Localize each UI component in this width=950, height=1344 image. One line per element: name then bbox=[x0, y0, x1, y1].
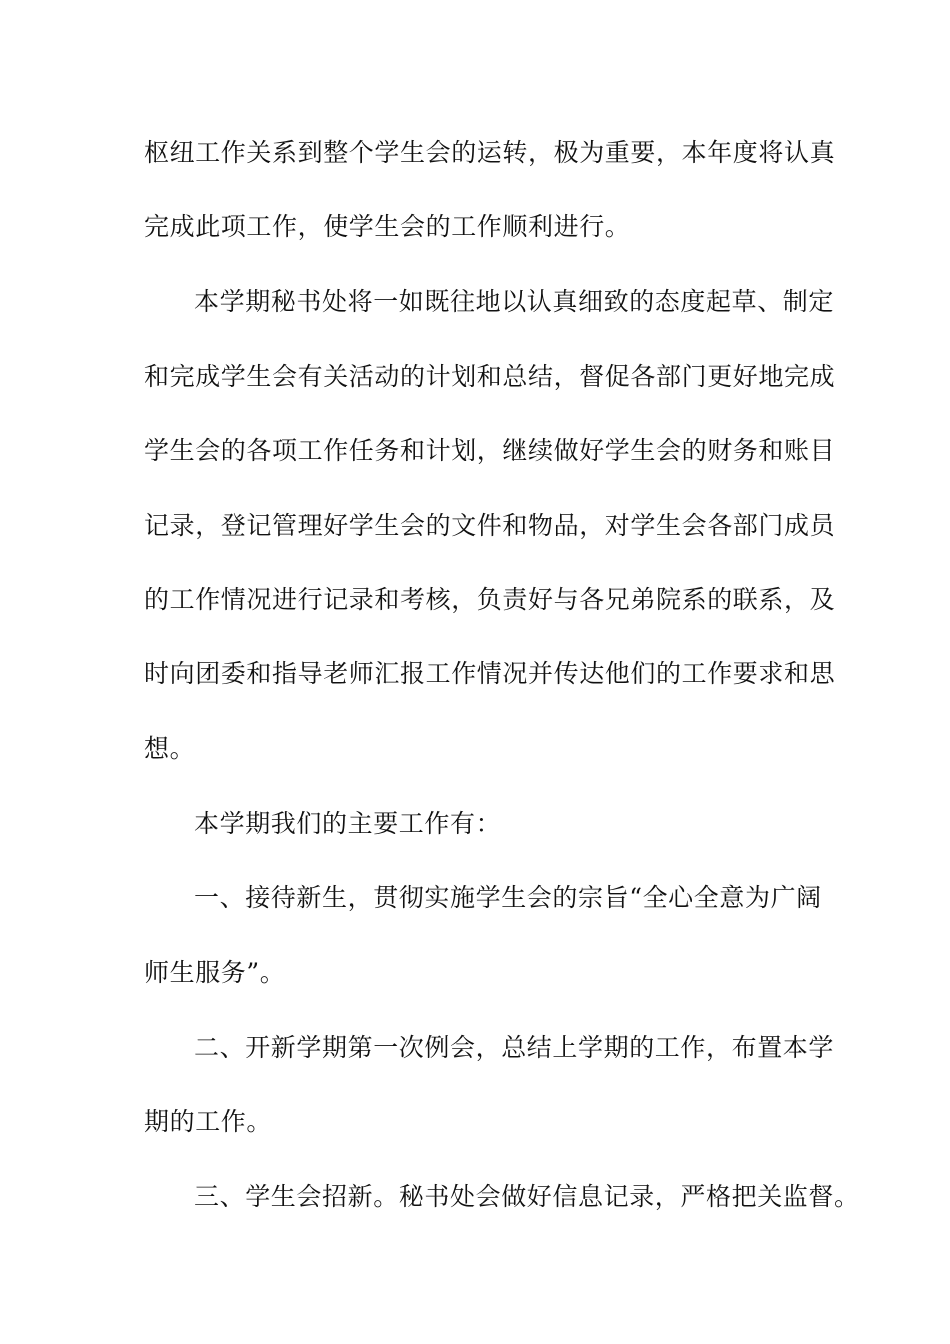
paragraph-line: 本学期秘书处将一如既往地以认真细致的态度起草、制定 bbox=[194, 287, 835, 316]
paragraph-line: 想。 bbox=[144, 734, 196, 763]
paragraph-line: 本学期我们的主要工作有： bbox=[194, 809, 502, 838]
paragraph-line: 时向团委和指导老师汇报工作情况并传达他们的工作要求和思 bbox=[144, 659, 836, 688]
paragraph-line: 完成此项工作，使学生会的工作顺利进行。 bbox=[144, 212, 631, 241]
paragraph-line: 二、开新学期第一次例会，总结上学期的工作，布置本学 bbox=[194, 1033, 835, 1062]
paragraph-line: 三、学生会招新。秘书处会做好信息记录，严格把关监督。 bbox=[194, 1182, 860, 1211]
paragraph-line: 期的工作。 bbox=[144, 1107, 273, 1136]
paragraph-line: 的工作情况进行记录和考核，负责好与各兄弟院系的联系，及 bbox=[144, 585, 836, 614]
paragraph-line: 枢纽工作关系到整个学生会的运转，极为重要，本年度将认真 bbox=[144, 138, 836, 167]
paragraph-line: 一、接待新生，贯彻实施学生会的宗旨“全心全意为广阔 bbox=[194, 883, 822, 912]
paragraph-line: 和完成学生会有关活动的计划和总结，督促各部门更好地完成 bbox=[144, 362, 836, 391]
paragraph-line: 学生会的各项工作任务和计划，继续做好学生会的财务和账目 bbox=[144, 436, 836, 465]
paragraph-line: 记录，登记管理好学生会的文件和物品，对学生会各部门成员 bbox=[144, 511, 836, 540]
paragraph-line: 师生服务”。 bbox=[144, 958, 286, 987]
